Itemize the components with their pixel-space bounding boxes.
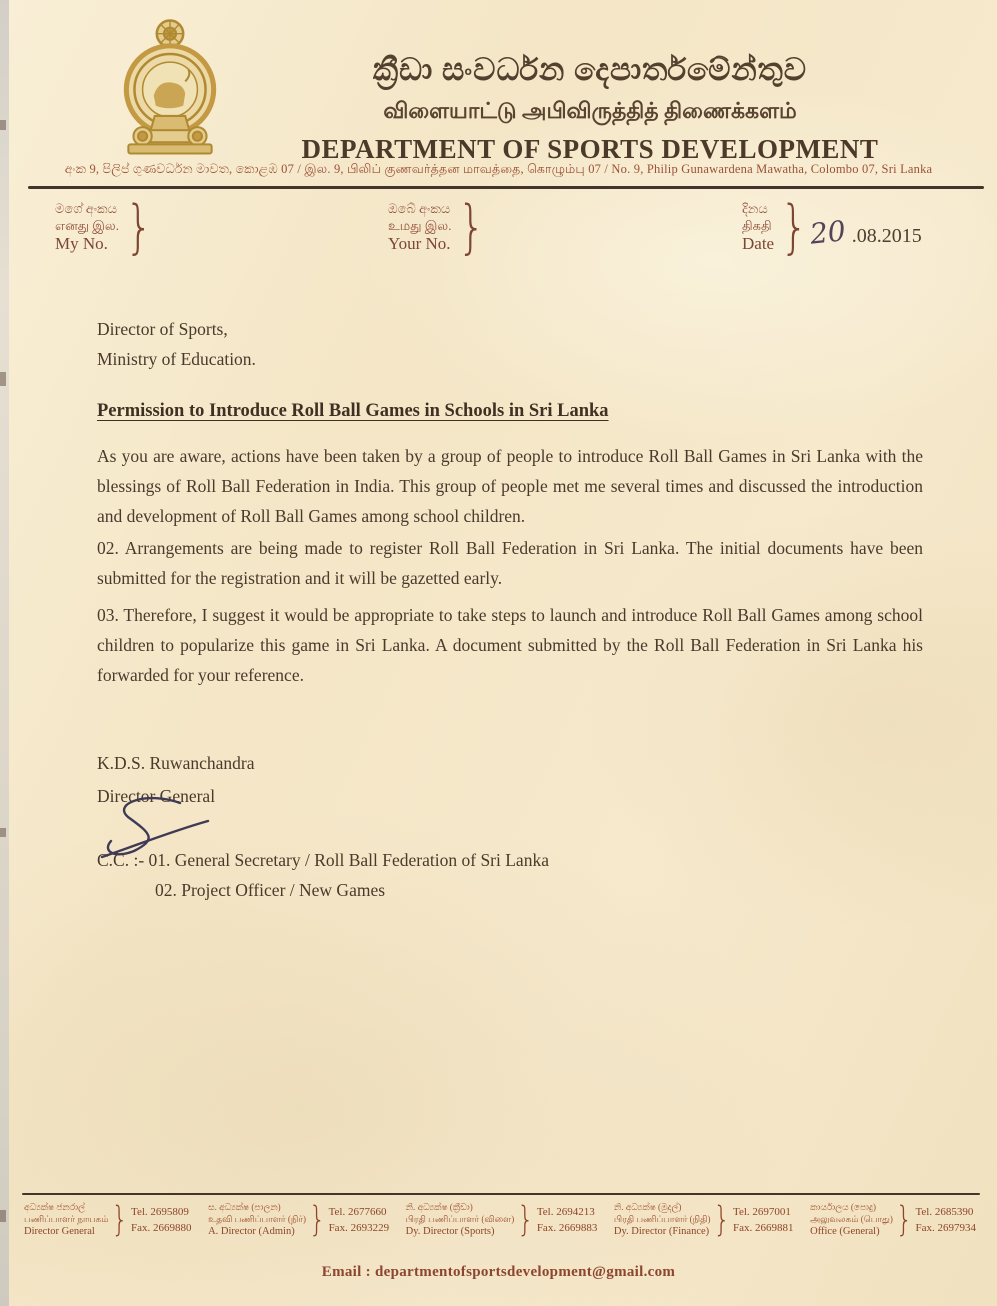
cc-line: C.C. :- 01. General Secretary / Roll Ball Federation of Sri Lanka [97, 850, 549, 870]
contact-block-a-director-admin [208, 1201, 389, 1239]
footer-contacts [24, 1201, 976, 1239]
brace-icon: } [895, 1199, 913, 1241]
your-no-block [388, 193, 486, 261]
contact-tel: Tel. 2685390 [915, 1206, 974, 1218]
contact-block-dy-director-finance [614, 1201, 794, 1239]
contact-fax: Fax. 2669880 [131, 1222, 192, 1234]
contact-label-tamil: உதவி பணிப்பாளர் (நிர்) [208, 1214, 307, 1224]
date-day-handwritten: 20 [808, 214, 848, 251]
department-title-english: DEPARTMENT OF SPORTS DEVELOPMENT [301, 134, 879, 164]
date-label-sinhala: දිනය [742, 201, 768, 216]
scan-edge-band [0, 0, 9, 1306]
date-block [742, 193, 922, 261]
scan-artifact [0, 828, 6, 837]
date-label-tamil: திகதி [742, 218, 772, 233]
contact-label-sinhala: කාර්යාලය (පොදු) [810, 1202, 877, 1212]
email-line: Email : departmentofsportsdevelopment@gmail.com [321, 1264, 676, 1280]
contact-tel: Tel. 2697001 [733, 1206, 791, 1218]
subject-line: Permission to Introduce Roll Ball Games in Schools in Sri Lanka [97, 401, 609, 421]
my-no-label-sinhala: මගේ අංකය [55, 201, 117, 216]
contact-fax: Fax. 2669881 [733, 1222, 794, 1234]
signatory-title: Director General [97, 786, 216, 806]
contact-tel: Tel. 2695809 [131, 1206, 189, 1218]
scan-artifact [0, 372, 6, 386]
address-line: අංක 9, පිලිප් ගුණවර්ධන මාවත, කොළඹ 07 / இல. 9, பிலிப் குணவர்த்தன மாவத்தை, கொழும்பு 07 / No. 9, Philip Gunawardena Mawatha, Colombo 07, Sri Lanka [64, 162, 933, 176]
contact-label-english: Dy. Director (Finance) [613, 1226, 710, 1237]
signatory-name: K.D.S. Ruwanchandra [97, 753, 255, 773]
scan-artifact [0, 120, 6, 130]
contact-fax: Fax. 2697934 [915, 1222, 976, 1234]
brace-icon: } [457, 193, 486, 261]
your-no-label-sinhala: ඔබේ අංකය [388, 201, 451, 216]
contact-label-sinhala: නි. අධ්‍යක්ෂ (ක්‍රීඩා) [405, 1202, 473, 1212]
date-month-year: .08.2015 [851, 225, 922, 247]
contact-label-sinhala: අධ්‍යක්ෂ ජනරාල් [24, 1202, 86, 1212]
recipient-block [97, 314, 923, 374]
contact-label-tamil: அலுவலகம் (பொது) [810, 1214, 893, 1224]
date-label-english: Date [742, 234, 775, 253]
department-title-sinhala: ක්‍රීඩා සංවර්ධන දෙපාර්තමේන්තුව [372, 52, 808, 87]
brace-icon: } [517, 1199, 534, 1241]
contact-block-office-general [810, 1201, 976, 1239]
your-no-label-tamil: உமது இல. [388, 218, 452, 233]
contact-block-director-general [24, 1201, 192, 1239]
contact-tel: Tel. 2677660 [328, 1206, 387, 1218]
brace-icon: } [309, 1199, 326, 1241]
your-no-label-english: Your No. [388, 234, 451, 253]
contact-label-sinhala: නි. අධ්‍යක්ෂ (මුදල්) [613, 1202, 682, 1212]
brace-icon: } [124, 193, 153, 261]
cc-line: 02. Project Officer / New Games [155, 880, 386, 900]
my-no-label-english: My No. [55, 234, 108, 253]
contact-tel: Tel. 2694213 [536, 1206, 595, 1218]
brace-icon: } [111, 1199, 128, 1241]
contact-label-english: Office (General) [810, 1226, 880, 1237]
contact-label-sinhala: ස. අධ්‍යක්ෂ (පාලන) [208, 1202, 281, 1212]
contact-label-tamil: பிரதி பணிப்பாளர் (நிதி) [613, 1214, 711, 1224]
contact-label-tamil: பிரதி பணிப்பாளர் (விளை) [405, 1214, 515, 1224]
body-paragraph: 02. Arrangements are being made to register Roll Ball Federation in Sri Lanka. The initial documents have been submitted for the registration and it will be gazetted early. [97, 538, 923, 588]
sri-lanka-national-emblem-icon [104, 14, 236, 162]
header-divider [28, 186, 984, 189]
contact-label-tamil: பணிப்பாளர் நாயகம் [24, 1214, 109, 1224]
contact-label-english: A. Director (Admin) [208, 1226, 295, 1237]
contact-label-english: Director General [24, 1226, 95, 1237]
contact-label-english: Dy. Director (Sports) [405, 1226, 495, 1237]
recipient-line: Director of Sports, [97, 319, 228, 339]
body-paragraph: As you are aware, actions have been taken by a group of people to introduce Roll Ball Games in Sri Lanka with the blessings of Roll Ball Federation in India. This group of people met me several times and discussed the introduction and development of Roll Ball Games among school children. [97, 446, 923, 526]
brace-icon: } [780, 193, 809, 261]
recipient-line: Ministry of Education. [97, 349, 256, 369]
contact-fax: Fax. 2693229 [328, 1222, 390, 1234]
my-no-block [55, 193, 153, 261]
my-no-label-tamil: எனது இல. [55, 218, 119, 233]
contact-block-dy-director-sports [406, 1201, 598, 1239]
body-paragraph: 03. Therefore, I suggest it would be appropriate to take steps to launch and introduce Roll Ball Games among school children to popularize this game in Sri Lanka. A document submitted by the Roll Ball Federation in Sri Lanka his forwarded for your reference. [97, 605, 923, 685]
brace-icon: } [713, 1199, 731, 1241]
letterhead [250, 52, 930, 165]
contact-fax: Fax. 2669883 [536, 1222, 598, 1234]
department-title-tamil: விளையாட்டு அபிவிருத்தித் திணைக்களம் [383, 98, 797, 123]
footer-divider [22, 1193, 980, 1195]
scan-artifact [0, 1210, 6, 1222]
